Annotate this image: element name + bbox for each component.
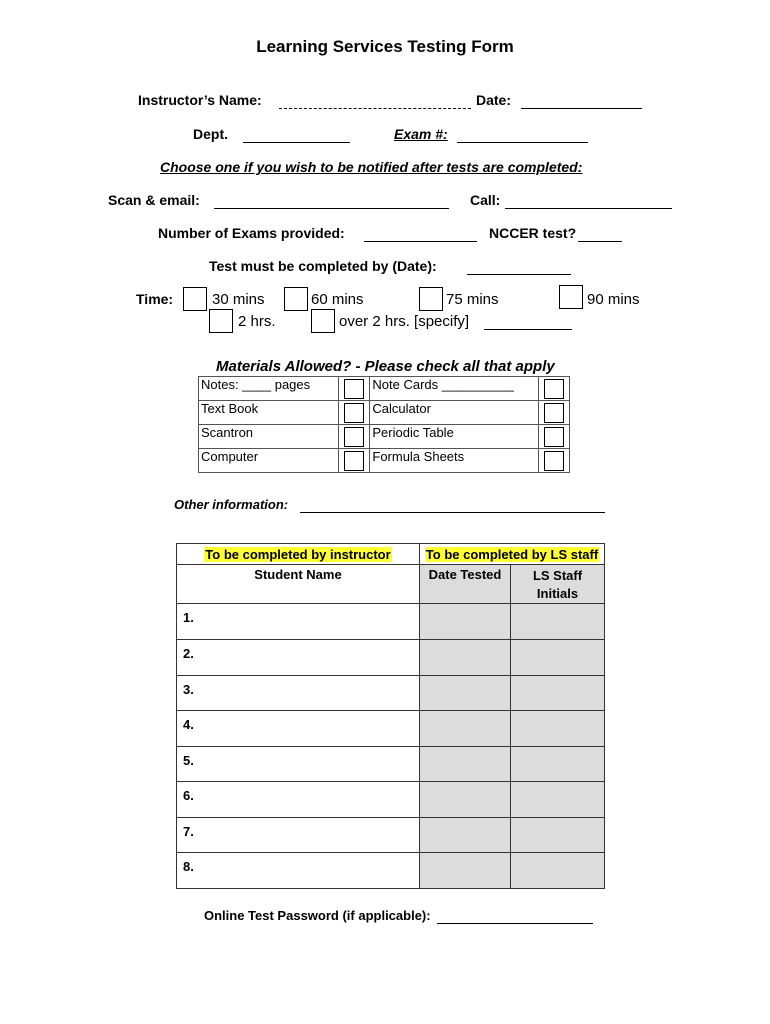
material-periodic-table: Periodic Table (370, 425, 538, 449)
student-name-header: Student Name (177, 565, 420, 604)
ls-staff-initials-header: LS Staff Initials (511, 565, 605, 604)
time-30-checkbox[interactable] (183, 287, 207, 311)
material-note-cards: Note Cards __________ (370, 377, 538, 401)
time-60-checkbox[interactable] (284, 287, 308, 311)
dept-label: Dept. (193, 126, 228, 142)
call-label: Call: (470, 192, 501, 208)
student-row-2[interactable]: 2. (177, 640, 420, 676)
material-text-book-checkbox[interactable] (344, 403, 364, 423)
time-90-checkbox[interactable] (559, 285, 583, 309)
date-tested-cell[interactable] (420, 747, 511, 782)
material-text-book-cell (339, 401, 370, 425)
other-info-field[interactable] (300, 512, 605, 513)
date-tested-cell[interactable] (420, 676, 511, 711)
material-scantron-cell (339, 425, 370, 449)
password-field[interactable] (437, 923, 593, 924)
password-label: Online Test Password (if applicable): (204, 908, 431, 923)
material-formula-sheets-cell (538, 449, 569, 473)
time-2hrs-label: 2 hrs. (238, 313, 276, 330)
material-formula-sheets-checkbox[interactable] (544, 451, 564, 471)
time-60-label: 60 mins (311, 291, 364, 308)
staff-section-header-cell (420, 544, 605, 565)
completed-by-label: Test must be completed by (Date): (209, 258, 437, 274)
material-text-book: Text Book (199, 401, 339, 425)
date-field[interactable] (521, 108, 642, 109)
student-row-4[interactable]: 4. (177, 711, 420, 747)
material-computer-cell (339, 449, 370, 473)
material-notes: Notes: ____ pages (199, 377, 339, 401)
time-75-checkbox[interactable] (419, 287, 443, 311)
date-tested-cell[interactable] (420, 818, 511, 853)
exam-number-label: Exam #: (394, 126, 448, 142)
instructor-section-header-cell (177, 544, 420, 565)
num-exams-label: Number of Exams provided: (158, 225, 345, 241)
call-field[interactable] (505, 208, 672, 209)
materials-heading: Materials Allowed? - Please check all that apply (216, 358, 555, 375)
instructor-name-field[interactable] (279, 108, 471, 109)
material-note-cards-cell (538, 377, 569, 401)
materials-table (198, 376, 570, 473)
exam-number-field[interactable] (457, 142, 588, 143)
initials-cell[interactable] (511, 782, 605, 818)
date-tested-cell[interactable] (420, 640, 511, 676)
instructor-name-label: Instructor’s Name: (138, 92, 262, 108)
material-calculator: Calculator (370, 401, 538, 425)
material-computer: Computer (199, 449, 339, 473)
material-periodic-table-cell (538, 425, 569, 449)
material-periodic-table-checkbox[interactable] (544, 427, 564, 447)
date-tested-cell[interactable] (420, 604, 511, 640)
initials-cell[interactable] (511, 747, 605, 782)
date-tested-cell[interactable] (420, 853, 511, 889)
student-row-7[interactable]: 7. (177, 818, 420, 853)
initials-cell[interactable] (511, 604, 605, 640)
student-table (176, 543, 605, 889)
nccer-label: NCCER test? (489, 225, 577, 241)
time-30-label: 30 mins (212, 291, 265, 308)
time-label: Time: (136, 291, 174, 307)
notify-heading: Choose one if you wish to be notified after tests are completed: (160, 159, 583, 175)
initials-cell[interactable] (511, 853, 605, 889)
scan-email-field[interactable] (214, 208, 449, 209)
material-notes-cell (339, 377, 370, 401)
time-over2-checkbox[interactable] (311, 309, 335, 333)
material-scantron-checkbox[interactable] (344, 427, 364, 447)
completed-by-field[interactable] (467, 274, 571, 275)
material-calculator-checkbox[interactable] (544, 403, 564, 423)
student-row-5[interactable]: 5. (177, 747, 420, 782)
material-note-cards-checkbox[interactable] (544, 379, 564, 399)
other-info-label: Other information: (174, 497, 289, 512)
instructor-section-header: To be completed by instructor (205, 546, 391, 562)
material-scantron: Scantron (199, 425, 339, 449)
date-label: Date: (476, 92, 512, 108)
initials-cell[interactable] (511, 676, 605, 711)
material-notes-checkbox[interactable] (344, 379, 364, 399)
material-calculator-cell (538, 401, 569, 425)
form-title: Learning Services Testing Form (256, 37, 514, 56)
time-75-label: 75 mins (446, 291, 499, 308)
date-tested-cell[interactable] (420, 711, 511, 747)
material-formula-sheets: Formula Sheets (370, 449, 538, 473)
nccer-field[interactable] (578, 241, 622, 242)
student-row-1[interactable]: 1. (177, 604, 420, 640)
student-row-3[interactable]: 3. (177, 676, 420, 711)
initials-cell[interactable] (511, 640, 605, 676)
student-row-8[interactable]: 8. (177, 853, 420, 889)
staff-section-header: To be completed by LS staff (425, 546, 599, 562)
initials-cell[interactable] (511, 711, 605, 747)
num-exams-field[interactable] (364, 241, 477, 242)
initials-cell[interactable] (511, 818, 605, 853)
time-over2-label: over 2 hrs. [specify] (339, 313, 470, 330)
time-over2-specify-field[interactable] (484, 329, 572, 330)
scan-email-label: Scan & email: (108, 192, 200, 208)
time-90-label: 90 mins (587, 291, 640, 308)
student-row-6[interactable]: 6. (177, 782, 420, 818)
dept-field[interactable] (243, 142, 350, 143)
date-tested-cell[interactable] (420, 782, 511, 818)
time-2hrs-checkbox[interactable] (209, 309, 233, 333)
material-computer-checkbox[interactable] (344, 451, 364, 471)
date-tested-header: Date Tested (420, 565, 511, 604)
